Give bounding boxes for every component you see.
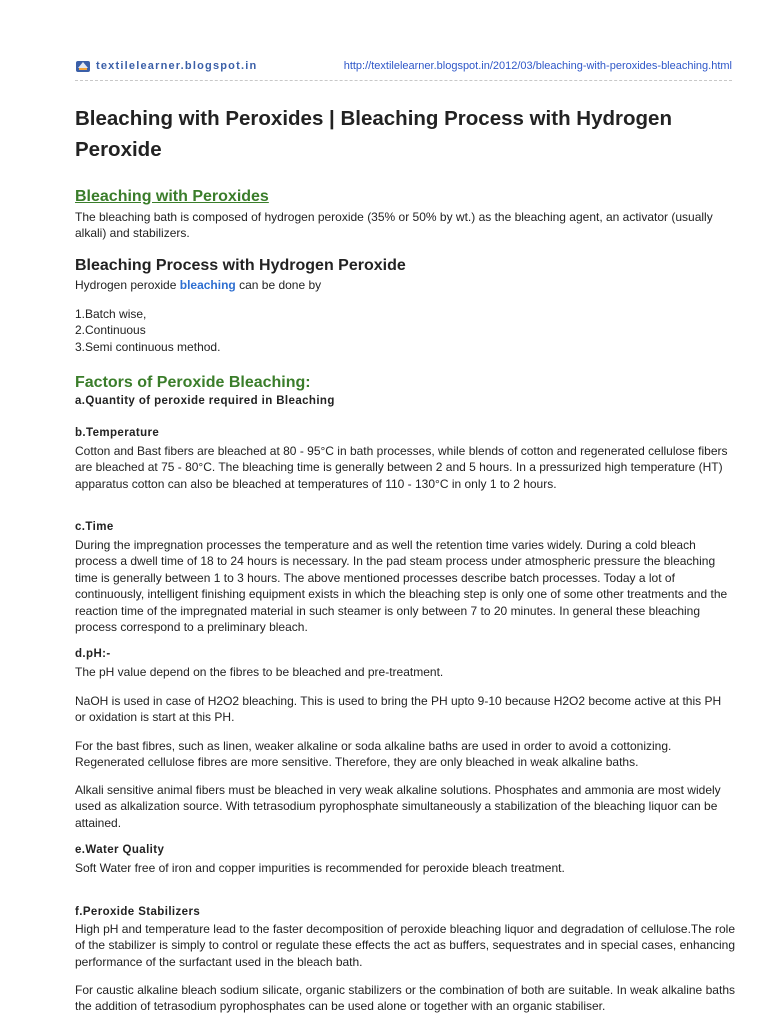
factor-d-p3: For the bast fibres, such as linen, weaker alkaline or soda alkaline baths are used in order to avoid a cottonizing. Regenerated cellulose fibres are more sensitive. Therefore, they are only bleached in weak alkaline baths.	[75, 739, 672, 770]
bleaching-link[interactable]: bleaching	[179, 278, 236, 292]
intro-text	[75, 277, 735, 293]
factor-e-title: e.Water Quality	[75, 844, 165, 856]
factor-c-title: c.Time	[75, 521, 114, 533]
intro-before: Hydrogen peroxide	[75, 278, 180, 292]
factor-c-text: During the impregnation processes the temperature and as well the retention time varies widely. During a cold bleach process a dwell time of 18 to 24 hours is necessary. In the pad steam process under atmospheric pressure the bleaching time is generally between 1 to 3 hours. The above mentioned processes describe batch processes. Today a lot of continuously, intelligent finishing equipment exists in which the bleaching step is only one of some other treatments and the reaction time of the impregnated material in such steamer is only between 7 to 20 minutes. In general these bleaching process correspond to a preliminary bleach.	[75, 538, 728, 635]
site-name: textilelearner.blogspot.in	[96, 60, 258, 72]
list-item: 2.Continuous	[75, 323, 146, 338]
blogger-icon	[75, 58, 91, 74]
factor-f-p2: For caustic alkaline bleach sodium silicate, organic stabilizers or the combination of both are suitable. In weak alkaline baths the addition of tetrasodium pyrophosphates can be used alone or together with an organic stabiliser.	[75, 983, 735, 1014]
intro-after: can be done by	[235, 278, 322, 292]
factor-e-text: Soft Water free of iron and copper impurities is recommended for peroxide bleach treatment.	[75, 861, 565, 875]
factor-b-title: b.Temperature	[75, 427, 160, 439]
methods-list	[75, 306, 735, 355]
print-header	[75, 58, 732, 81]
page-title: Bleaching with Peroxides | Bleaching Process with Hydrogen Peroxide	[75, 107, 672, 161]
factor-d-p1: The pH value depend on the fibres to be bleached and pre-treatment.	[75, 665, 444, 679]
section-heading-bleaching-with-peroxides[interactable]: Bleaching with Peroxides	[75, 188, 269, 205]
section-text: The bleaching bath is composed of hydrogen peroxide (35% or 50% by wt.) as the bleaching agent, an activator (usually alkali) and stabilizers.	[75, 210, 713, 241]
factor-a-title: a.Quantity of peroxide required in Bleaching	[75, 395, 335, 407]
factor-f-p1: High pH and temperature lead to the faster decomposition of peroxide bleaching liquor and degradation of cellulose.The role of the stabilizer is simply to control or regulate these effects the act as buffers, sequestrates and in special cases, enhancing performance of the surfactant used in the bleach bath.	[75, 922, 735, 969]
factor-d-title: d.pH:-	[75, 648, 111, 660]
factor-d-p4: Alkali sensitive animal fibers must be bleached in very weak alkaline solutions. Phosphates and ammonia are most widely used as alkalization source. With tetrasodium pyrophosphate simultaneously a stabilization of the bleaching liquor can be attained.	[75, 783, 721, 830]
page-url-link[interactable]: http://textilelearner.blogspot.in/2012/03/bleaching-with-peroxides-bleaching.html	[343, 60, 732, 72]
factor-f-title: f.Peroxide Stabilizers	[75, 906, 201, 918]
factors-heading: Factors of Peroxide Bleaching:	[75, 374, 311, 391]
site-brand[interactable]	[75, 58, 257, 74]
list-item: 3.Semi continuous method.	[75, 339, 221, 354]
factor-d-p2: NaOH is used in case of H2O2 bleaching. This is used to bring the PH upto 9-10 because H2O2 become active at this PH or oxidation is start at this PH.	[75, 694, 722, 725]
factor-b-text: Cotton and Bast fibers are bleached at 80 - 95°C in bath processes, while blends of cotton and regenerated cellulose fibers are bleached at 75 - 80°C. The bleaching time is generally between 2 and 5 hours. In a pressurized high temperature (HT) apparatus cotton can also be bleached at temperatures of 110 - 130°C in only 1 to 2 hours.	[75, 444, 728, 491]
section-heading-process: Bleaching Process with Hydrogen Peroxide	[75, 257, 406, 274]
list-item: 1.Batch wise,	[75, 307, 147, 321]
